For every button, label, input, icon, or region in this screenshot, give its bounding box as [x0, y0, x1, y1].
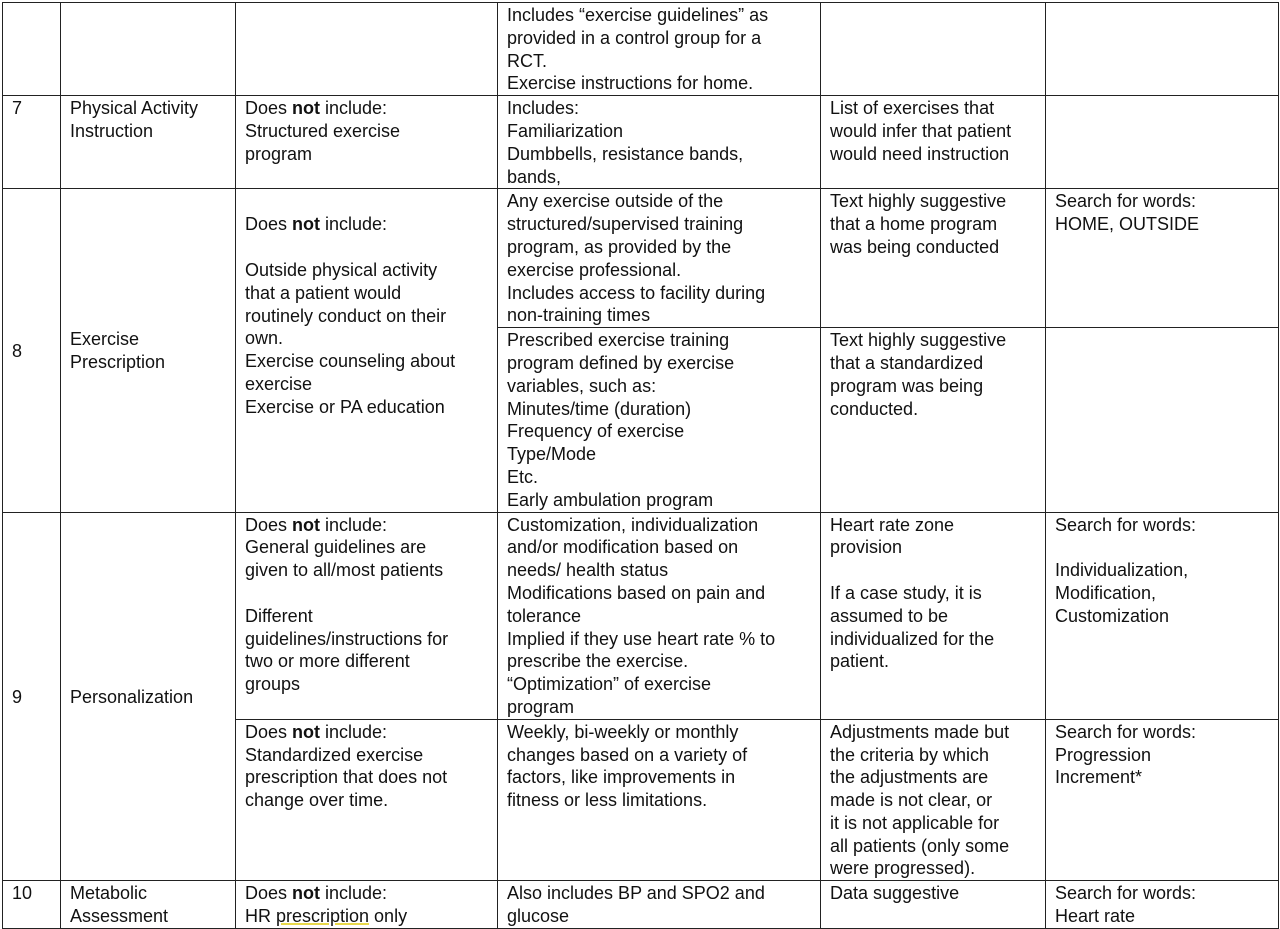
text-line: RCT.: [507, 50, 547, 71]
number-cell: [3, 96, 61, 189]
text-line: General guidelines are: [245, 537, 427, 558]
component-name: Physical Activity: [70, 98, 199, 119]
text-line: prescription that does not: [245, 767, 448, 788]
text-line: that a patient would: [245, 282, 402, 303]
text-line: would infer that patient: [830, 120, 1012, 141]
exclusion-cell: [236, 96, 498, 189]
text-line: two or more different: [245, 651, 410, 672]
text-line: it is not applicable for: [830, 812, 1000, 833]
inclusion-cell: [498, 719, 821, 881]
criteria-table: [2, 2, 1279, 929]
text-line: program defined by exercise: [507, 352, 735, 373]
text-line: Weekly, bi-weekly or monthly: [507, 721, 739, 742]
text-line: Implied if they use heart rate % to: [507, 628, 776, 649]
spacer: [830, 559, 1036, 582]
component-cell: [61, 189, 236, 512]
text-line: Adjustments made but: [830, 721, 1010, 742]
text-line: would need instruction: [830, 143, 1010, 164]
text-line: Exercise counseling about: [245, 351, 456, 372]
text-line: factors, like improvements in: [507, 767, 736, 788]
text-line: HOME, OUTSIDE: [1055, 214, 1200, 235]
text-line: program: [507, 696, 575, 717]
component-cell: [61, 96, 236, 189]
search-cell: [1046, 719, 1279, 881]
text-line: own.: [245, 328, 284, 349]
text-line: Frequency of exercise: [507, 421, 685, 442]
indicator-cell: [821, 189, 1046, 328]
text-line: fitness or less limitations.: [507, 790, 708, 811]
component-cell: [61, 881, 236, 929]
component-name: Assessment: [70, 906, 169, 927]
text-line: Heart rate zone: [830, 514, 955, 535]
text-line: the criteria by which: [830, 744, 990, 765]
text-line: needs/ health status: [507, 560, 669, 581]
text-line: routinely conduct on their: [245, 305, 447, 326]
search-cell: [1046, 96, 1279, 189]
text-line: Outside physical activity: [245, 259, 438, 280]
component-cell: [61, 3, 236, 96]
text-line: change over time.: [245, 790, 389, 811]
text-line: variables, such as:: [507, 375, 657, 396]
text-line: assumed to be: [830, 605, 949, 626]
exclusion-cell: [236, 189, 498, 512]
text-line: Any exercise outside of the: [507, 191, 724, 212]
text-line: program was being: [830, 375, 984, 396]
text-line: tolerance: [507, 605, 582, 626]
text-line: List of exercises that: [830, 98, 995, 119]
spacer: [245, 236, 488, 259]
text-line: program, as provided by the: [507, 236, 732, 257]
row-number: 8: [12, 340, 23, 361]
table-row: [3, 881, 1279, 929]
text-line: Exercise instructions for home.: [507, 73, 754, 94]
text-line: individualized for the: [830, 628, 995, 649]
text-line: Type/Mode: [507, 444, 597, 465]
indicator-cell: [821, 881, 1046, 929]
text-line: Data suggestive: [830, 883, 960, 904]
spacer: [245, 582, 488, 605]
text-line: prescribe the exercise.: [507, 651, 689, 672]
text-line: Different: [245, 605, 313, 626]
text-line: Text highly suggestive: [830, 330, 1007, 351]
text-line: Also includes BP and SPO2 and: [507, 883, 765, 904]
text-line: Includes:: [507, 98, 580, 119]
text-line: that a home program: [830, 214, 998, 235]
number-cell: [3, 3, 61, 96]
text-line: changes based on a variety of: [507, 744, 748, 765]
search-cell: [1046, 189, 1279, 328]
table-row: [3, 189, 1279, 328]
text-line: If a case study, it is: [830, 582, 982, 603]
inclusion-cell: [498, 512, 821, 719]
search-cell: [1046, 512, 1279, 719]
text-line: Minutes/time (duration): [507, 398, 692, 419]
component-cell: [61, 512, 236, 881]
text-line: program: [245, 143, 313, 164]
text-line: Search for words:: [1055, 514, 1197, 535]
text-line: that a standardized: [830, 352, 984, 373]
indicator-cell: [821, 512, 1046, 719]
text-line: provision: [830, 537, 903, 558]
exclusion-cell: [236, 881, 498, 929]
indicator-cell: [821, 719, 1046, 881]
text-line: and/or modification based on: [507, 537, 739, 558]
text-line: all patients (only some: [830, 835, 1010, 856]
text-line: made is not clear, or: [830, 790, 993, 811]
text-line: Etc.: [507, 466, 539, 487]
text-line: Modification,: [1055, 582, 1157, 603]
text-line: glucose: [507, 906, 570, 927]
text-line: Dumbbells, resistance bands,: [507, 143, 744, 164]
text-line: guidelines/instructions for: [245, 628, 449, 649]
text-line: Structured exercise: [245, 120, 401, 141]
inclusion-cell: [498, 881, 821, 929]
exclusion-heading: Does not include:: [245, 721, 388, 742]
text-line: Text highly suggestive: [830, 191, 1007, 212]
exclusion-heading: Does not include:: [245, 98, 388, 119]
table-row: [3, 96, 1279, 189]
text-line: Standardized exercise: [245, 744, 424, 765]
row-number: 10: [12, 883, 33, 904]
text-line: Modifications based on pain and: [507, 582, 766, 603]
text-line: Heart rate: [1055, 906, 1136, 927]
table-row: [3, 512, 1279, 719]
highlighted-word: prescription: [276, 906, 370, 927]
text-line: exercise professional.: [507, 259, 682, 280]
text-line: conducted.: [830, 398, 919, 419]
search-cell: [1046, 328, 1279, 512]
number-cell: [3, 189, 61, 512]
text-line: structured/supervised training: [507, 214, 744, 235]
text-line: Individualization,: [1055, 560, 1189, 581]
number-cell: [3, 881, 61, 929]
number-cell: [3, 512, 61, 881]
text-line: Customization, individualization: [507, 514, 759, 535]
text-line: HR prescription only: [245, 906, 408, 927]
component-name: Prescription: [70, 351, 166, 372]
text-line: was being conducted: [830, 236, 1000, 257]
search-cell: [1046, 881, 1279, 929]
indicator-cell: [821, 328, 1046, 512]
text-line: Progression: [1055, 744, 1152, 765]
component-name: Exercise: [70, 329, 140, 350]
search-cell: [1046, 3, 1279, 96]
text-line: groups: [245, 674, 301, 695]
component-name: Instruction: [70, 120, 154, 141]
text-line: the adjustments are: [830, 767, 989, 788]
text-line: Customization: [1055, 605, 1170, 626]
text-line: Search for words:: [1055, 721, 1197, 742]
text-line: Increment*: [1055, 767, 1143, 788]
text-line: given to all/most patients: [245, 560, 444, 581]
exclusion-cell: [236, 719, 498, 881]
text-line: exercise: [245, 373, 313, 394]
text-line: Exercise or PA education: [245, 396, 445, 417]
inclusion-cell: [498, 189, 821, 328]
text-line: patient.: [830, 651, 890, 672]
text-line: non-training times: [507, 305, 651, 326]
inclusion-cell: [498, 328, 821, 512]
inclusion-cell: [498, 3, 821, 96]
exclusion-heading: Does not include:: [245, 514, 388, 535]
text-line: Familiarization: [507, 120, 624, 141]
text-line: Includes access to facility during: [507, 282, 766, 303]
exclusion-cell: [236, 512, 498, 719]
table-row: [3, 3, 1279, 96]
text-line: Prescribed exercise training: [507, 330, 730, 351]
exclusion-heading: Does not include:: [245, 214, 388, 235]
inclusion-cell: [498, 96, 821, 189]
row-number: 9: [12, 686, 23, 707]
indicator-cell: [821, 3, 1046, 96]
text-line: were progressed).: [830, 858, 976, 879]
exclusion-cell: [236, 3, 498, 96]
text-line: “Optimization” of exercise: [507, 674, 712, 695]
component-name: Metabolic: [70, 883, 148, 904]
spacer: [1055, 536, 1269, 559]
indicator-cell: [821, 96, 1046, 189]
text-line: Search for words:: [1055, 191, 1197, 212]
exclusion-heading: Does not include:: [245, 883, 388, 904]
text-line: bands,: [507, 166, 562, 187]
text-line: Includes “exercise guidelines” as: [507, 5, 769, 25]
component-name: Personalization: [70, 686, 194, 707]
row-number: 7: [12, 98, 23, 119]
text-line: Early ambulation program: [507, 489, 714, 510]
text-line: Search for words:: [1055, 883, 1197, 904]
text-line: provided in a control group for a: [507, 27, 762, 48]
